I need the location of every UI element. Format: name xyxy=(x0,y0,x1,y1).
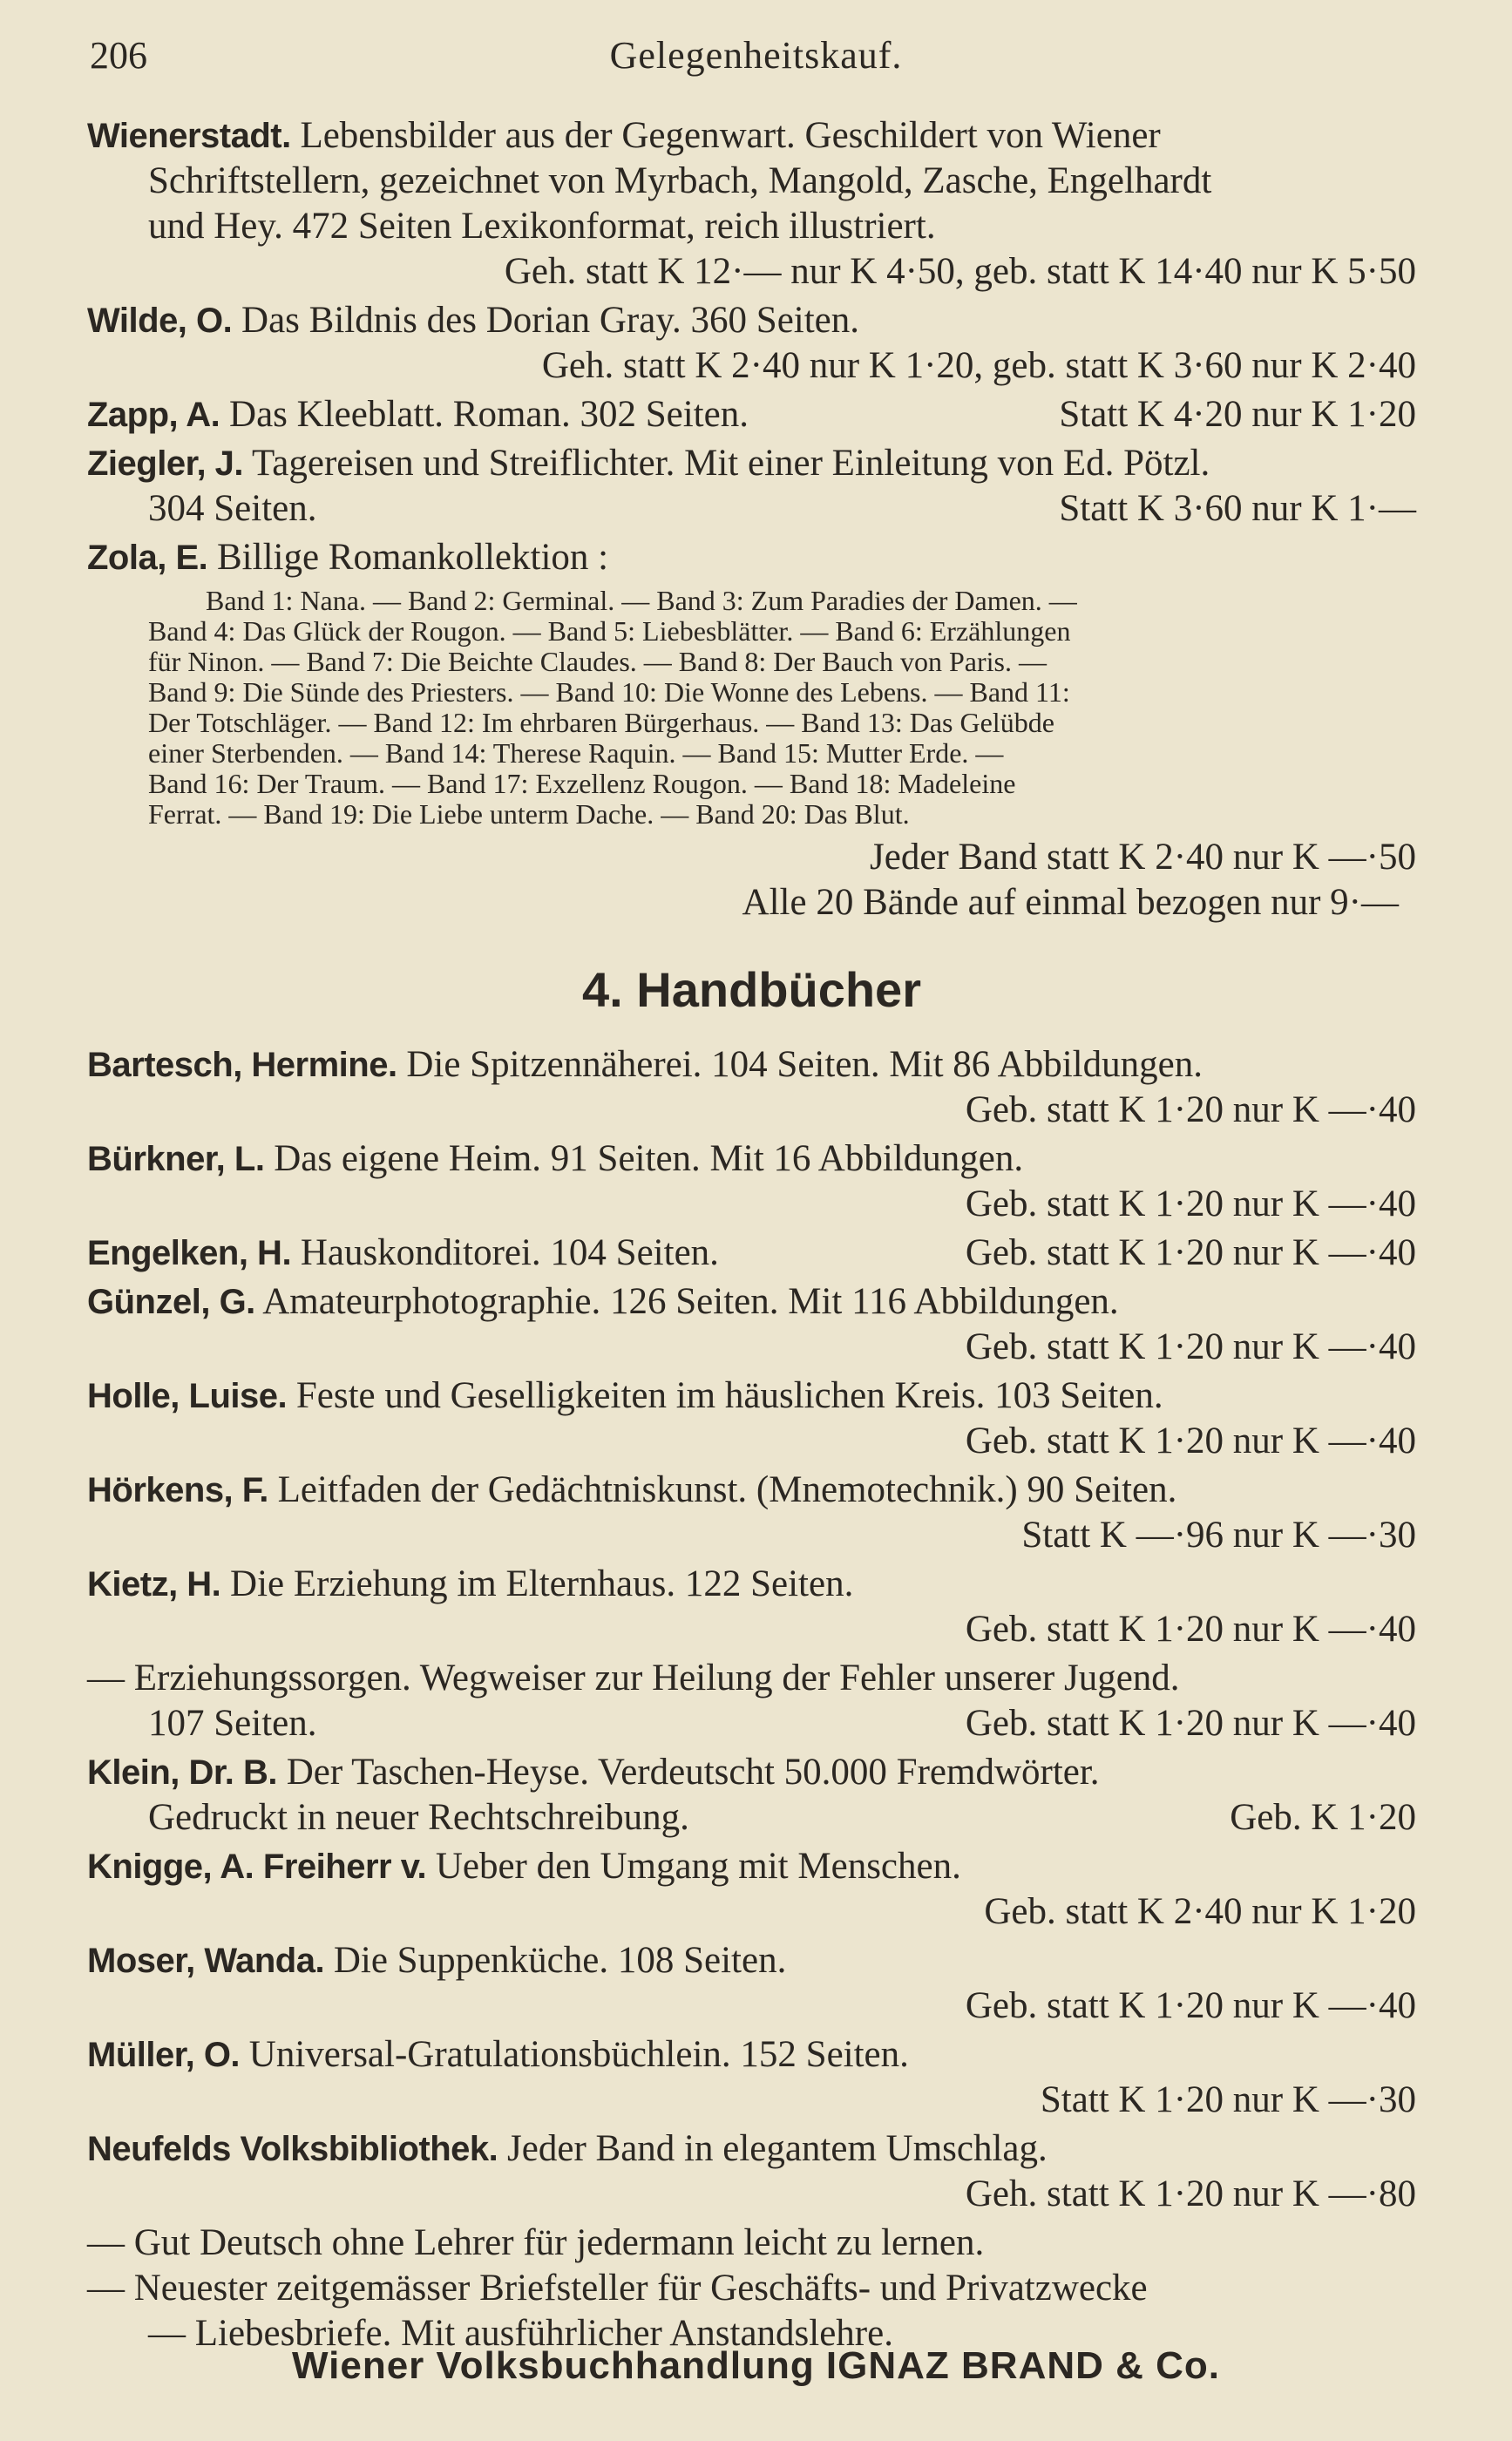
band-list-line: Der Totschläger. — Band 12: Im ehrbaren Bürgerhaus. — Band 13: Das Gelübde xyxy=(148,707,1054,738)
entry-title: Das eigene Heim. 91 Seiten. Mit 16 Abbildungen. xyxy=(274,1138,1024,1179)
catalog-entry xyxy=(87,1042,1416,1133)
band-list-line: einer Sterbenden. — Band 14: Therese Raquin. — Band 15: Mutter Erde. — xyxy=(148,737,1004,769)
entry-price: Alle 20 Bände auf einmal bezogen nur 9·— xyxy=(742,882,1399,923)
entry-note: Gedruckt in neuer Rechtschreibung. xyxy=(148,1797,689,1838)
entry-price: Statt K 3·60 nur K 1·— xyxy=(1059,488,1416,529)
entry-price: Jeder Band statt K 2·40 nur K —·50 xyxy=(870,837,1416,878)
entry-price: Geb. K 1·20 xyxy=(1230,1797,1416,1838)
entry-author: Moser, Wanda. xyxy=(87,1942,325,1980)
entry-author: Klein, Dr. B. xyxy=(87,1753,277,1792)
entry-title: Tagereisen und Streiflichter. Mit einer Einleitung von Ed. Pötzl. xyxy=(252,443,1210,484)
catalog-entry-zola xyxy=(87,535,1416,926)
entry-author: Bürkner, L. xyxy=(87,1140,265,1178)
entry-title: Das Bildnis des Dorian Gray. 360 Seiten. xyxy=(241,300,860,341)
series-item: — Neuester zeitgemässer Briefsteller für Geschäfts- und Privatzwecke xyxy=(87,2268,1148,2309)
entry-author: Kietz, H. xyxy=(87,1565,221,1604)
entry-author: Bartesch, Hermine. xyxy=(87,1046,397,1084)
entry-price: Geb. statt K 1·20 nur K —·40 xyxy=(965,1609,1416,1650)
band-list-line: Band 1: Nana. — Band 2: Germinal. — Band 3: Zum Paradies der Damen. — xyxy=(206,585,1077,616)
entry-price: Geb. statt K 1·20 nur K —·40 xyxy=(965,1183,1416,1224)
section-heading: 4. Handbücher xyxy=(582,962,921,1017)
entry-author: Engelken, H. xyxy=(87,1234,292,1272)
catalog-entry xyxy=(87,1562,1416,1652)
band-list-line: für Ninon. — Band 7: Die Beichte Claudes. — Band 8: Der Bauch von Paris. — xyxy=(148,646,1047,677)
entry-title: — Erziehungssorgen. Wegweiser zur Heilung der Fehler unserer Jugend. xyxy=(87,1658,1180,1699)
entry-author: Zola, E. xyxy=(87,539,208,577)
catalog-entry xyxy=(87,298,1416,389)
entry-author: Zapp, A. xyxy=(87,396,220,434)
page-title: Gelegenheitskauf. xyxy=(609,34,903,77)
band-list-line: Band 16: Der Traum. — Band 17: Exzellenz Rougon. — Band 18: Madeleine xyxy=(148,768,1016,799)
series-item: — Gut Deutsch ohne Lehrer für jedermann leicht zu lernen. xyxy=(87,2222,985,2263)
entry-price: Geb. statt K 1·20 nur K —·40 xyxy=(965,1421,1416,1461)
series-item: — Liebesbriefe. Mit ausführlicher Anstandslehre. xyxy=(148,2313,893,2354)
catalog-content xyxy=(87,113,1416,2356)
catalog-entry xyxy=(87,392,1416,437)
entry-price: Geb. statt K 2·40 nur K 1·20 xyxy=(984,1891,1416,1932)
band-list-line: Band 4: Das Glück der Rougon. — Band 5: Liebesblätter. — Band 6: Erzählungen xyxy=(148,615,1071,647)
entry-author: Wilde, O. xyxy=(87,302,233,340)
catalog-entry xyxy=(87,1373,1416,1464)
entry-author: Knigge, A. Freiherr v. xyxy=(87,1848,427,1886)
entry-title: Der Taschen-Heyse. Verdeutscht 50.000 Fremdwörter. xyxy=(286,1752,1100,1793)
catalog-entry xyxy=(87,1231,1416,1276)
entry-author: Holle, Luise. xyxy=(87,1377,288,1415)
entry-price: Geh. statt K 12·— nur K 4·50, geb. statt K 14·40 nur K 5·50 xyxy=(504,251,1416,292)
catalog-entry xyxy=(87,113,1416,295)
catalog-entry xyxy=(87,2032,1416,2123)
catalog-entry xyxy=(87,1844,1416,1935)
entry-title: Die Erziehung im Elternhaus. 122 Seiten. xyxy=(230,1563,854,1604)
entry-author: Neufelds Volksbibliothek. xyxy=(87,2130,498,2168)
entry-title: Jeder Band in elegantem Umschlag. xyxy=(507,2128,1048,2169)
catalog-entry xyxy=(87,441,1416,532)
entry-price: Geb. statt K 1·20 nur K —·40 xyxy=(965,1326,1416,1367)
band-list-line: Band 9: Die Sünde des Priesters. — Band 10: Die Wonne des Lebens. — Band 11: xyxy=(148,676,1070,708)
entry-pages: 304 Seiten. xyxy=(148,488,317,529)
entry-price: Geb. statt K 1·20 nur K —·40 xyxy=(965,1703,1416,1744)
catalog-entry xyxy=(87,1279,1416,1370)
entry-price: Statt K —·96 nur K —·30 xyxy=(1021,1515,1416,1556)
entry-title: Ueber den Umgang mit Menschen. xyxy=(435,1846,961,1887)
entry-title: Universal-Gratulationsbüchlein. 152 Seiten. xyxy=(248,2034,909,2075)
entry-author: Günzel, G. xyxy=(87,1283,255,1321)
entry-title: Amateurphotographie. 126 Seiten. Mit 116 Abbildungen. xyxy=(262,1281,1119,1322)
entry-price: Geb. statt K 1·20 nur K —·40 xyxy=(965,1985,1416,2026)
entry-price: Statt K 1·20 nur K —·30 xyxy=(1040,2079,1416,2120)
entry-title: Lebensbilder aus der Gegenwart. Geschildert von Wiener xyxy=(300,115,1161,156)
entry-author: Ziegler, J. xyxy=(87,444,244,483)
catalog-entry xyxy=(87,1750,1416,1841)
entry-pages: 107 Seiten. xyxy=(148,1703,317,1744)
entry-title-cont: Schriftstellern, gezeichnet von Myrbach, Mangold, Zasche, Engelhardt xyxy=(148,160,1212,201)
entry-price: Geb. statt K 1·20 nur K —·40 xyxy=(965,1232,1416,1273)
entry-author: Müller, O. xyxy=(87,2036,241,2074)
entry-title: Die Suppenküche. 108 Seiten. xyxy=(333,1940,787,1981)
entry-author: Wienerstadt. xyxy=(87,117,291,155)
page-header xyxy=(90,33,1422,85)
entry-title: Feste und Geselligkeiten im häuslichen Kreis. 103 Seiten. xyxy=(295,1375,1163,1416)
entry-title-cont: und Hey. 472 Seiten Lexikonformat, reich illustriert. xyxy=(148,206,936,247)
entry-price: Statt K 4·20 nur K 1·20 xyxy=(1059,394,1416,435)
entry-title: Leitfaden der Gedächtniskunst. (Mnemotechnik.) 90 Seiten. xyxy=(277,1469,1177,1510)
catalog-entry xyxy=(87,1468,1416,1558)
catalog-subentry xyxy=(87,1656,1416,1746)
band-list-line: Ferrat. — Band 19: Die Liebe unterm Dache. — Band 20: Das Blut. xyxy=(148,798,910,830)
entry-price: Geh. statt K 2·40 nur K 1·20, geb. statt K 3·60 nur K 2·40 xyxy=(541,345,1416,386)
catalog-entry xyxy=(87,2126,1416,2217)
entry-title: Billige Romankollektion : xyxy=(217,537,609,578)
entry-author: Hörkens, F. xyxy=(87,1471,268,1509)
entry-price: Geh. statt K 1·20 nur K —·80 xyxy=(965,2173,1416,2214)
entry-title: Das Kleeblatt. Roman. 302 Seiten. xyxy=(229,394,749,435)
publisher-footer: Wiener Volksbuchhandlung IGNAZ BRAND & Co. xyxy=(291,2344,1221,2387)
catalog-entry xyxy=(87,1136,1416,1227)
entry-title: Hauskonditorei. 104 Seiten. xyxy=(300,1232,719,1273)
entry-title: Die Spitzennäherei. 104 Seiten. Mit 86 Abbildungen. xyxy=(406,1044,1203,1085)
entry-price: Geb. statt K 1·20 nur K —·40 xyxy=(965,1089,1416,1130)
page-number: 206 xyxy=(90,34,147,77)
catalog-entry xyxy=(87,1938,1416,2029)
